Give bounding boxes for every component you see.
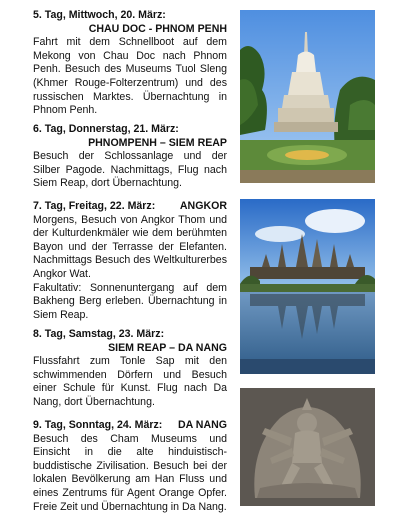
- day-7-heading: [33, 200, 227, 214]
- day-7-optional: Fakultativ: Sonnenuntergang auf dem Bakheng Berg erleben. Übernachtung in Siem Reap.: [33, 281, 227, 321]
- day-6-section: [33, 123, 227, 191]
- day-6-description: Besuch der Schlossanlage und der Silber Pagode. Nachmittags, Flug nach Siem Reap, dort Übernachtung.: [33, 150, 227, 190]
- day-9-route: DA NANG: [177, 419, 227, 431]
- day-8-date: 8. Tag, Samstag, 23. März:: [33, 328, 165, 340]
- day-5-description: Fahrt mit dem Schnellboot auf dem Mekong von Chau Doc nach Phnom Penh. Besuch des Museums Tuol Sleng (Khmer Rouge-Folterzentrum) und des russischen Marktes. Übernachtung in Phnom Penh.: [33, 36, 227, 117]
- day-8-route: SIEM REAP – DA NANG: [108, 341, 227, 354]
- day-7-section: [33, 200, 227, 322]
- day-5-date: 5. Tag, Mittwoch, 20. März:: [33, 9, 166, 21]
- photo-phnom-penh-stupa: [240, 10, 375, 183]
- day-9-section: [33, 419, 227, 514]
- day-6-date: 6. Tag, Donnerstag, 21. März:: [33, 123, 179, 135]
- day-8-section: [33, 328, 227, 410]
- day-6-route: PHNOMPENH – SIEM REAP: [88, 136, 227, 149]
- day-9-date: 9. Tag, Sonntag, 24. März:: [33, 419, 163, 431]
- day-7-description: Morgens, Besuch von Angkor Thom und der Kulturdenkmäler wie dem berühmten Bayon und der Terrasse der Elefanten. Nachmittags Besuch des Weltkulturerbes Angkor Wat.: [33, 213, 227, 280]
- day-5-heading: [33, 9, 227, 36]
- photo-angkor-wat: [240, 199, 375, 374]
- day-8-description: Flussfahrt zum Tonle Sap mit den schwimmenden Dörfern und Besuch einer Schule für Kunst. Flug nach Da Nang, dort Übernachtung.: [33, 355, 227, 408]
- photo-cham-sculpture: [240, 388, 375, 506]
- day-8-heading: [33, 328, 227, 355]
- day-5-route: CHAU DOC - PHNOM PENH: [88, 22, 227, 35]
- day-7-route: ANGKOR: [179, 200, 227, 212]
- day-6-heading: [33, 123, 227, 150]
- day-9-heading: [33, 419, 227, 433]
- day-5-section: [33, 9, 227, 118]
- day-7-date: 7. Tag, Freitag, 22. März:: [33, 200, 156, 212]
- day-9-description: Besuch des Cham Museums und Einsicht in die alte hinduistisch-buddistische Zivilisation. Besuch bei der lokalen Bevölkerung am Han Fluss und eines Zentrums für Agent Orange Opfer. Freie Zeit und Übernachtung in Da Nang.: [33, 432, 227, 513]
